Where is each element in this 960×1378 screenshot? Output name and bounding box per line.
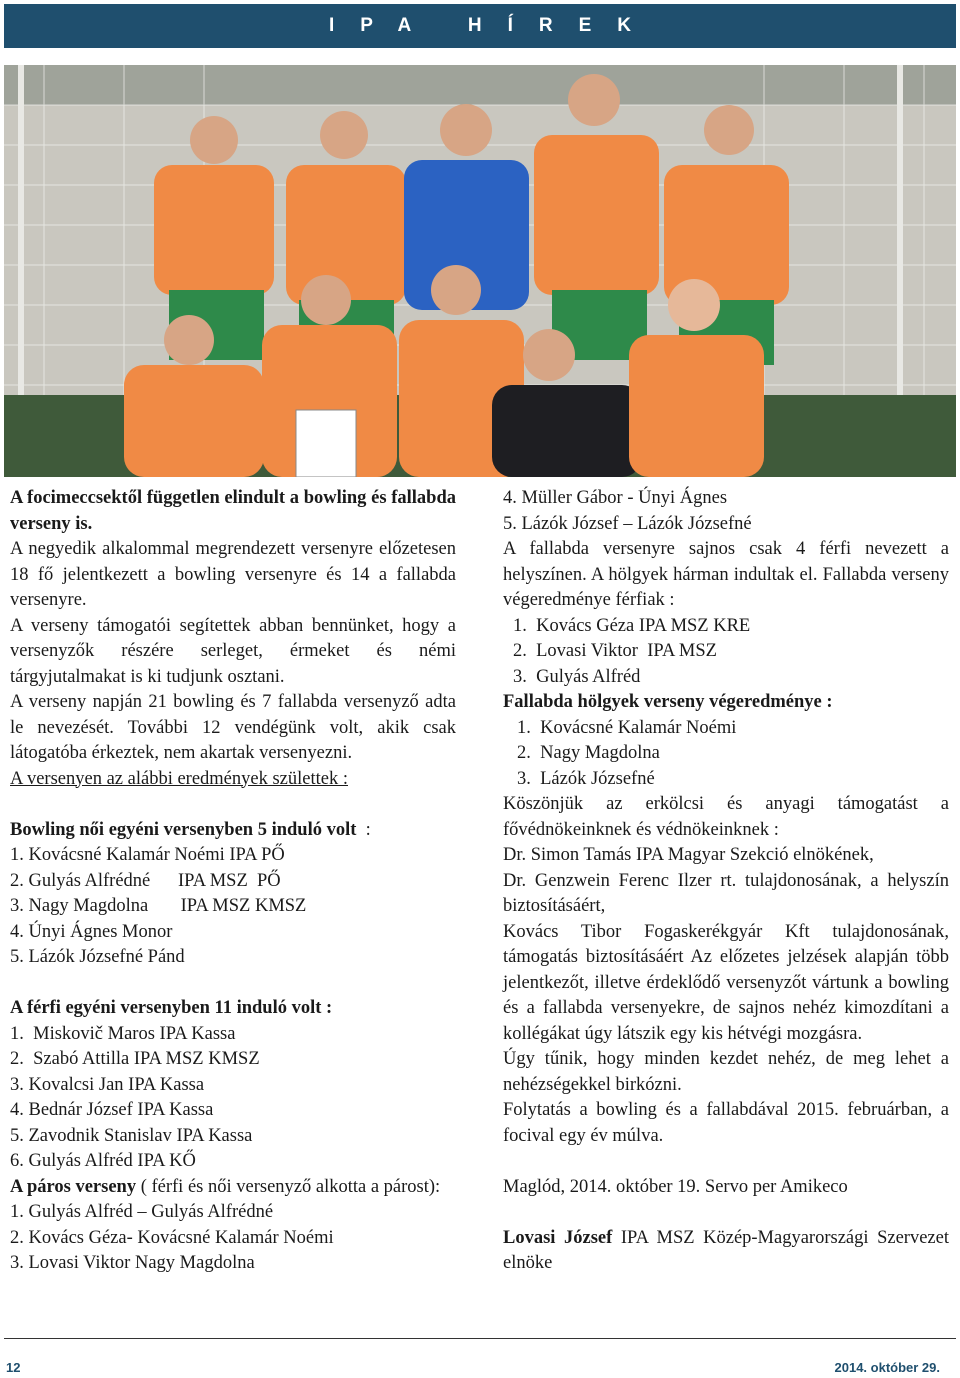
list-item: 1. Miskovič Maros IPA Kassa (10, 1023, 236, 1044)
list-item: 3. Lovasi Viktor Nagy Magdolna (10, 1253, 255, 1273)
list-item: 2. Szabó Attilla IPA MSZ KMSZ (10, 1049, 260, 1069)
paragraph: A fallabda versenyre sajnos csak 4 férfi nevezett a helyszínen. A hölgyek hárman indultak el. Fallabda verseny végeredménye férfiak : (503, 539, 949, 610)
list-item: 4. Únyi Ágnes Monor (10, 921, 173, 942)
women-bowling-heading: Bowling női egyéni versenyben 5 induló volt : (10, 819, 371, 840)
list-item: 2. Nagy Magdolna (517, 743, 660, 763)
pairs-heading: A páros verseny ( férfi és női versenyző alkotta a párost): (10, 1176, 441, 1197)
footer-divider (4, 1338, 956, 1339)
list-item: 5. Lázók József – Lázók Józsefné (503, 513, 752, 534)
list-item: 5. Lázók Józsefné Pánd (10, 947, 185, 967)
list-item: 5. Zavodnik Stanislav IPA Kassa (10, 1125, 253, 1146)
paragraph: Úgy tűnik, hogy minden kezdet nehéz, de meg lehet a nehézségekkel birkózni. (503, 1049, 949, 1095)
list-item: 2. Gulyás Alfrédné IPA MSZ PŐ (10, 870, 281, 891)
paragraph: Köszönjük az erkölcsi és anyagi támogatást a fővédnökeinknek és védnökeinknek : (503, 794, 949, 840)
sponsor-line: Kovács Tibor Fogaskerékgyár Kft tulajdonosának, támogatás biztosításáért Az előzetes jelzések alapján több jelentkezőt, illetve érdeklődő versenyzőt vártunk a bowling és a fallabda versenyekre, de sajnos nehéz kimozdítani a kollégákat úgy látszik egy kis hétvégi mozgásra. (503, 921, 949, 1044)
header-title: IPA HÍREK (329, 15, 657, 36)
squash-women-heading: Fallabda hölgyek verseny végeredménye : (503, 692, 833, 712)
list-item: 1. Kovácsné Kalamár Noémi (517, 717, 737, 738)
paragraph: Folytatás a bowling és a fallabdával 2015. februárban, a focival egy év múlva. (503, 1100, 949, 1146)
team-photo (4, 65, 956, 477)
dateline: Maglód, 2014. október 19. Servo per Amikeco (503, 1176, 848, 1197)
list-item: 3. Nagy Magdolna IPA MSZ KMSZ (10, 896, 307, 916)
issue-date: 2014. október 29. (834, 1360, 940, 1375)
list-item: 1. Kovács Géza IPA MSZ KRE (513, 615, 751, 636)
results-intro: A versenyen az alábbi eredmények születtek : (10, 768, 348, 789)
sponsor-line: Dr. Genzwein Ferenc Ilzer rt. tulajdonosának, a helyszín biztosításáért, (503, 870, 949, 916)
page-number: 12 (6, 1360, 21, 1375)
list-item: 6. Gulyás Alfréd IPA KŐ (10, 1151, 196, 1171)
list-item: 3. Lázók Józsefné (517, 768, 655, 789)
list-item: 2. Kovács Géza- Kovácsné Kalamár Noémi (10, 1227, 334, 1248)
header-bar (4, 4, 956, 48)
sponsor-line: Dr. Simon Tamás IPA Magyar Szekció elnökének, (503, 845, 874, 865)
paragraph: A verseny támogatói segítettek abban bennünket, hogy a versenyzők részére serleget, érmeket és némi tárgyjutalmakat is ki tudjunk osztani. (10, 615, 456, 687)
men-bowling-heading: A férfi egyéni versenyben 11 induló volt : (10, 998, 333, 1018)
paragraph: A verseny napján 21 bowling és 7 fallabda versenyző adta le nevezését. További 12 vendégünk volt, akik csak látogatóba érkeztek, nem akartak versenyezni. (10, 692, 456, 763)
signature: Lovasi József IPA MSZ Közép-Magyarországi Szervezet elnöke (503, 1227, 949, 1273)
intro-heading: A focimeccsektől független elindult a bowling és fallabda verseny is. (10, 488, 456, 534)
list-item: 1. Gulyás Alfréd – Gulyás Alfrédné (10, 1202, 274, 1222)
left-column (10, 486, 456, 1277)
list-item: 3. Gulyás Alfréd (513, 666, 641, 687)
list-item: 3. Kovalcsi Jan IPA Kassa (10, 1074, 205, 1095)
list-item: 4. Müller Gábor - Únyi Ágnes (503, 488, 728, 508)
list-item: 1. Kovácsné Kalamár Noémi IPA PŐ (10, 845, 285, 865)
list-item: 2. Lovasi Viktor IPA MSZ (513, 641, 717, 661)
paragraph: A negyedik alkalommal megrendezett versenyre előzetesen 18 fő jelentkezett a bowling versenyre és 14 a fallabda versenyre. (10, 539, 456, 610)
list-item: 4. Bednár József IPA Kassa (10, 1100, 214, 1120)
team-photo-illustration (4, 65, 956, 477)
right-column (503, 486, 949, 1277)
